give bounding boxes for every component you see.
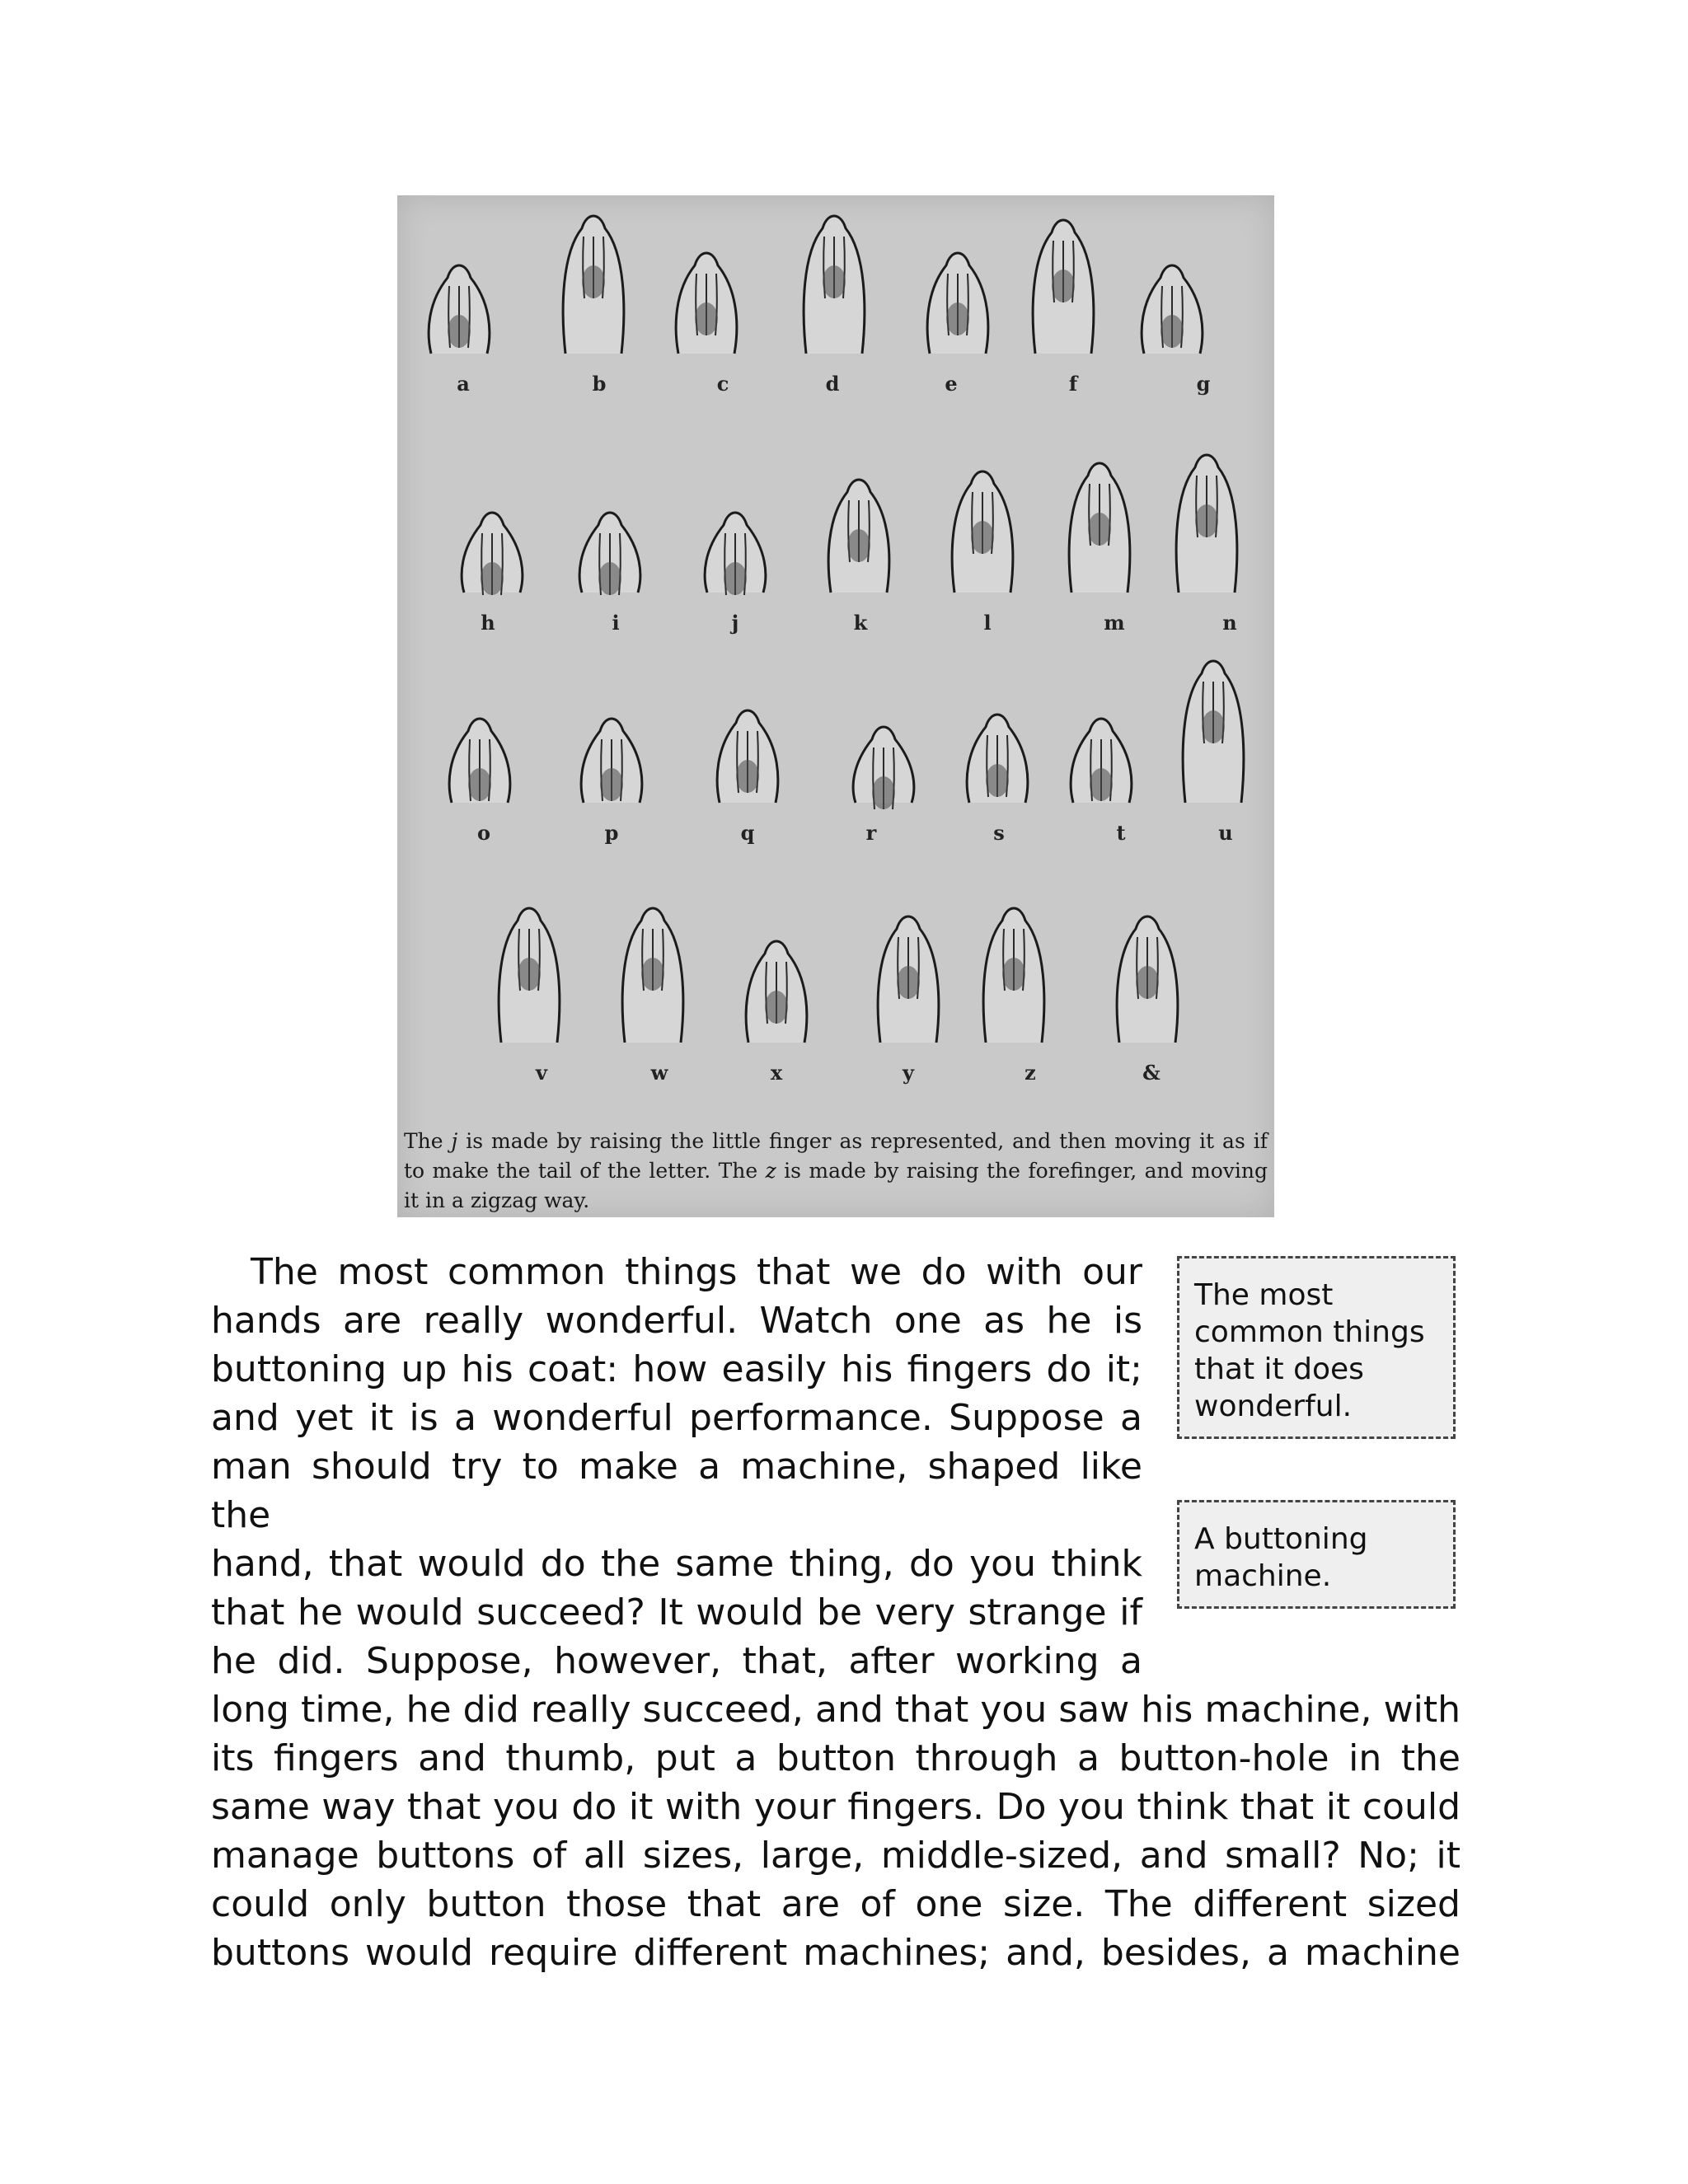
body-line: could only button those that are of one size. The different sized — [211, 1883, 1461, 1925]
body-line: and yet it is a wonderful performance. Suppose a — [211, 1397, 1142, 1439]
letter-label: p — [604, 821, 619, 845]
hand-sign-z — [983, 908, 1044, 1043]
hand-sign-p — [581, 719, 642, 803]
body-line: The most common things that we do with our — [251, 1251, 1142, 1293]
hand-sign-g — [1142, 265, 1203, 354]
body-line: he did. Suppose, however, that, after working a — [211, 1640, 1142, 1682]
hand-sign-q — [717, 710, 778, 803]
hand-sign-k — [828, 480, 889, 593]
letter-label: o — [476, 821, 491, 845]
body-line: hands are really wonderful. Watch one as he is — [211, 1300, 1142, 1342]
body-line: buttoning up his coat: how easily his fingers do it; — [211, 1348, 1142, 1390]
hand-sign-h — [462, 513, 523, 595]
letter-label: y — [903, 1061, 914, 1085]
hand-sign-l — [952, 471, 1013, 593]
hand-sign-i — [579, 513, 640, 595]
hand-sign-v — [499, 908, 560, 1043]
body-line: man should try to make a machine, shaped like the — [211, 1446, 1142, 1536]
body-line: that he would succeed? It would be very strange if — [211, 1591, 1142, 1633]
manual-alphabet-figure — [397, 195, 1274, 1217]
letter-label: f — [1068, 372, 1078, 396]
letter-label: k — [853, 611, 868, 635]
letter-label: z — [1025, 1061, 1036, 1085]
letter-label: h — [481, 611, 495, 635]
margin-note — [1177, 1256, 1456, 1439]
body-line: hand, that would do the same thing, do you think — [211, 1543, 1142, 1585]
caption-part: The — [404, 1129, 452, 1153]
caption-letter-z: z — [765, 1159, 776, 1183]
letter-label: m — [1104, 611, 1125, 635]
hand-sign-x — [746, 941, 807, 1043]
letter-label: j — [731, 611, 739, 635]
hand-sign-a — [429, 265, 490, 354]
hand-sign-j — [705, 513, 766, 595]
margin-note — [1177, 1500, 1456, 1609]
letter-label: v — [536, 1061, 547, 1085]
letter-label: u — [1218, 821, 1233, 845]
letter-label: x — [770, 1061, 783, 1085]
hand-sign-u — [1183, 661, 1244, 803]
hand-sign-illustrations — [397, 195, 1274, 1127]
letter-label: g — [1196, 372, 1211, 396]
letter-label: n — [1222, 611, 1237, 635]
letter-label: a — [457, 372, 470, 396]
margin-note-text: A buttoning machine. — [1194, 1522, 1368, 1593]
caption-part: is made by raising the forefinger, and moving it in a zigzag way. — [404, 1159, 1268, 1212]
hand-sign-t — [1071, 719, 1132, 803]
hand-sign-n — [1176, 455, 1237, 593]
letter-label: r — [865, 821, 877, 845]
caption-part: is made by raising the little finger as represented, and then moving it as if to make the tail of the letter. The — [404, 1129, 1268, 1183]
letter-label: b — [592, 372, 607, 396]
hand-sign-s — [967, 715, 1028, 803]
body-line: its fingers and thumb, put a button through a button-hole in the — [211, 1737, 1461, 1779]
letter-label: i — [612, 611, 620, 635]
hand-sign-w — [622, 908, 683, 1043]
letter-label: t — [1116, 821, 1126, 845]
letter-label: c — [716, 372, 729, 396]
hand-sign-d — [804, 216, 865, 354]
hand-sign-f — [1033, 220, 1094, 354]
letter-label: & — [1142, 1061, 1160, 1085]
letter-label: d — [825, 372, 840, 396]
hand-sign-c — [676, 253, 737, 354]
body-line: buttons would require different machines; and, besides, a machine — [211, 1932, 1461, 1974]
figure-caption — [404, 1127, 1268, 1216]
hand-sign-o — [449, 719, 510, 803]
body-line: manage buttons of all sizes, large, middle-sized, and small? No; it — [211, 1835, 1461, 1877]
body-line: same way that you do it with your fingers. Do you think that it could — [211, 1786, 1461, 1828]
letter-label: e — [945, 372, 958, 396]
letter-label: l — [983, 611, 992, 635]
body-line: long time, he did really succeed, and that you saw his machine, with — [211, 1689, 1461, 1731]
hand-sign-ampersand — [1117, 916, 1178, 1043]
hand-sign-y — [878, 916, 939, 1043]
hand-sign-r — [853, 727, 914, 809]
margin-note-text: The most common things that it does wonderful. — [1194, 1278, 1425, 1423]
letter-label: q — [740, 821, 755, 845]
hand-sign-m — [1069, 463, 1130, 593]
caption-letter-j: j — [451, 1129, 458, 1153]
letter-label: w — [650, 1061, 668, 1085]
hand-sign-b — [563, 216, 624, 354]
hand-sign-e — [927, 253, 988, 354]
letter-label: s — [993, 821, 1005, 845]
